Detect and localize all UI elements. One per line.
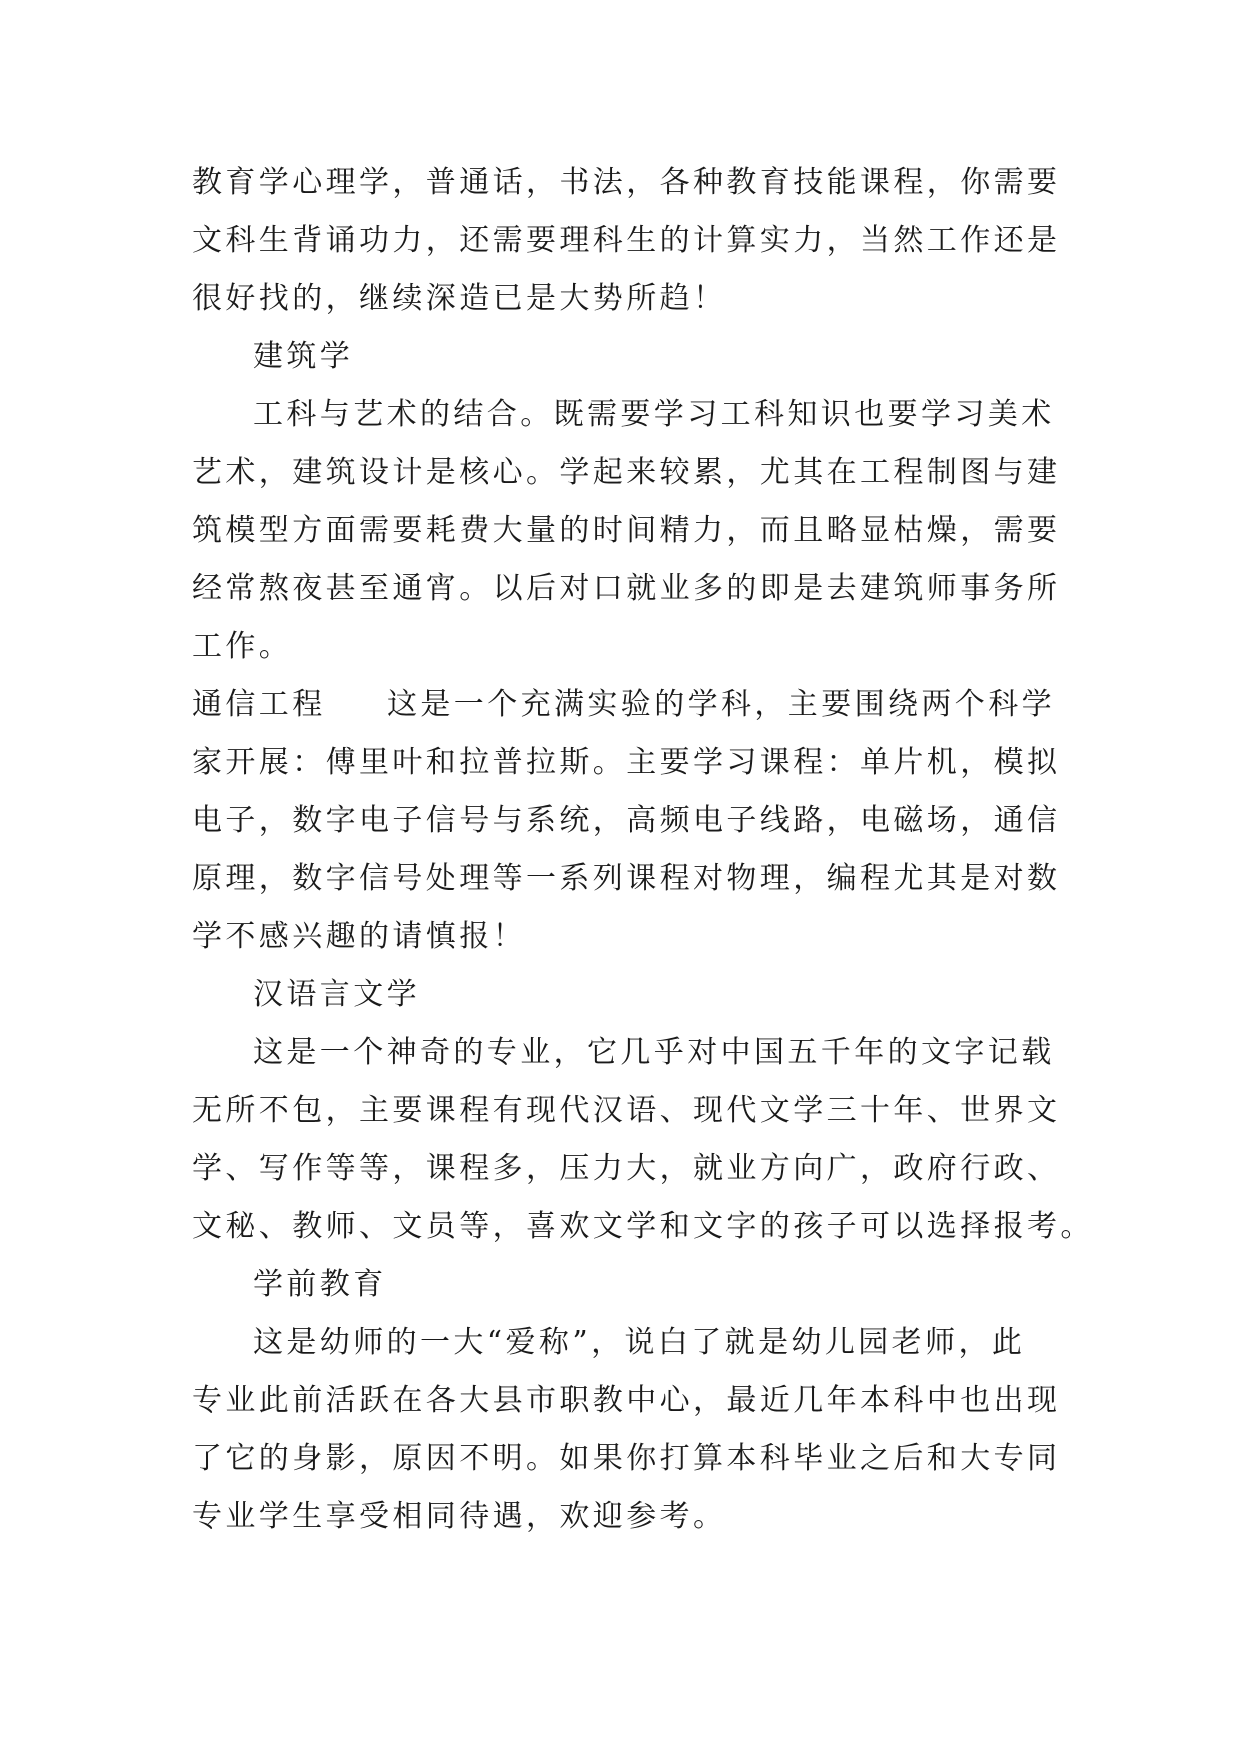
paragraph-line: 文秘、教师、文员等，喜欢文学和文字的孩子可以选择报考。 [192,1209,1094,1244]
paragraph-line: 教育学心理学，普通话，书法，各种教育技能课程，你需要 [192,165,1061,200]
paragraph-line: 电子，数字电子信号与系统，高频电子线路，电磁场，通信 [192,803,1061,838]
paragraph-line: 筑模型方面需要耗费大量的时间精力，而且略显枯燥，需要 [192,513,1061,548]
paragraph-line: 家开展：傅里叶和拉普拉斯。主要学习课程：单片机，模拟 [192,745,1061,780]
paragraph-line: 工科与艺术的结合。既需要学习工科知识也要学习美术 [253,397,1055,432]
paragraph-line: 专业学生享受相同待遇，欢迎参考。 [192,1499,727,1534]
paragraph-line: 这是幼师的一大“爱称”，说白了就是幼儿园老师，此 [253,1325,1026,1360]
section-heading-telecom: 通信工程 [192,687,326,722]
paragraph-line: 学、写作等等，课程多，压力大，就业方向广，政府行政、 [192,1151,1061,1186]
paragraph-line: 无所不包，主要课程有现代汉语、现代文学三十年、世界文 [192,1093,1061,1128]
section-heading-preschool-education: 学前教育 [253,1267,387,1302]
paragraph-line: 艺术，建筑设计是核心。学起来较累，尤其在工程制图与建 [192,455,1061,490]
paragraph-line: 这是一个充满实验的学科，主要围绕两个科学 [387,687,1055,722]
section-heading-chinese-literature: 汉语言文学 [253,977,420,1012]
paragraph-line: 原理，数字信号处理等一系列课程对物理，编程尤其是对数 [192,861,1061,896]
paragraph-line: 了它的身影，原因不明。如果你打算本科毕业之后和大专同 [192,1441,1061,1476]
paragraph-line: 专业此前活跃在各大县市职教中心，最近几年本科中也出现 [192,1383,1061,1418]
paragraph-line: 经常熬夜甚至通宵。以后对口就业多的即是去建筑师事务所 [192,571,1061,606]
paragraph-line: 文科生背诵功力，还需要理科生的计算实力，当然工作还是 [192,223,1061,258]
paragraph-line: 工作。 [192,629,293,664]
section-heading-architecture: 建筑学 [253,339,354,374]
paragraph-line: 这是一个神奇的专业，它几乎对中国五千年的文字记载 [253,1035,1055,1070]
paragraph-line: 很好找的，继续深造已是大势所趋！ [192,281,727,316]
paragraph-line: 学不感兴趣的请慎报！ [192,919,526,954]
